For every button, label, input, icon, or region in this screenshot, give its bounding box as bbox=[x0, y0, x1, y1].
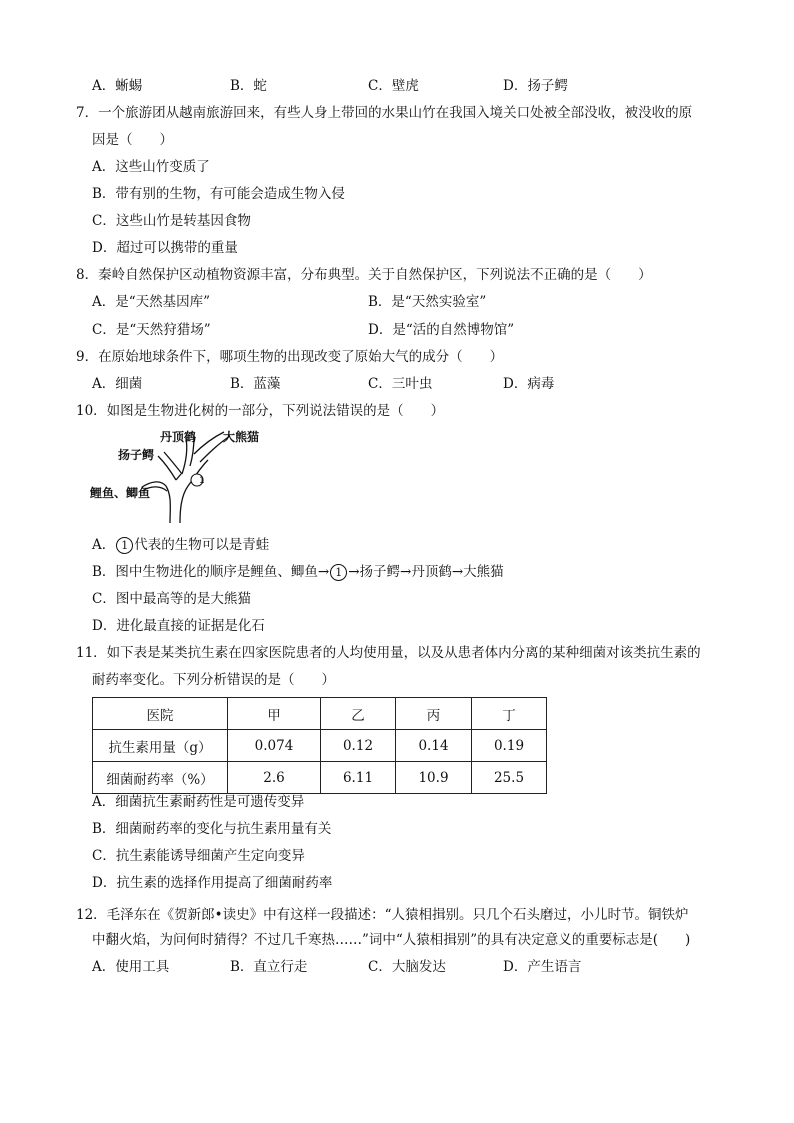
q10-option-a-prefix: A． bbox=[92, 537, 116, 553]
table-cell: 25.5 bbox=[472, 762, 547, 794]
q10-option-c: C．图中最高等的是大熊猫 bbox=[92, 591, 251, 607]
q12-stem-line2: 中翻火焰，为问何时猜得？不过几千寒热……”词中“人猿相揖别”的具有决定意义的重要标志是( ) bbox=[92, 932, 691, 948]
table-header-cell: 丁 bbox=[472, 698, 547, 730]
q7-stem-line2: 因是（ ） bbox=[92, 132, 173, 148]
q9-option-c: C．三叶虫 bbox=[368, 376, 433, 392]
q8-option-d: D．是“活的自然博物馆” bbox=[368, 322, 515, 338]
q10-option-a-text: 代表的生物可以是青蛙 bbox=[134, 537, 270, 553]
q9-option-b: B．蓝藻 bbox=[230, 376, 281, 392]
table-row bbox=[93, 730, 547, 762]
q11-option-b: B．细菌耐药率的变化与抗生素用量有关 bbox=[92, 821, 332, 837]
table-cell: 2.6 bbox=[228, 762, 321, 794]
table-cell: 0.19 bbox=[472, 730, 547, 762]
q10-option-b-text: →扬子鳄→丹顶鹤→大熊猫 bbox=[348, 564, 504, 580]
q7-option-b: B．带有别的生物，有可能会造成生物入侵 bbox=[92, 186, 345, 202]
table-header-cell: 医院 bbox=[93, 698, 228, 730]
table-cell: 抗生素用量（g） bbox=[93, 730, 228, 762]
q9-stem: 9．在原始地球条件下，哪项生物的出现改变了原始大气的成分（ ） bbox=[76, 349, 504, 365]
circled-one-marker: 1 bbox=[116, 537, 133, 554]
table-cell: 0.074 bbox=[228, 730, 321, 762]
q12-option-d: D．产生语言 bbox=[503, 959, 582, 975]
q11-option-a: A．细菌抗生素耐药性是可遗传变异 bbox=[92, 794, 305, 810]
q6-option-a: A．蜥蜴 bbox=[92, 78, 143, 94]
q12-stem-line1: 12．毛泽东在《贺新郎•读史》中有这样一段描述：“人猿相揖别。只几个石头磨过，小儿时节。铜铁炉 bbox=[76, 907, 689, 923]
table-row bbox=[93, 762, 547, 794]
q7-option-c: C．这些山竹是转基因食物 bbox=[92, 213, 251, 229]
q7-option-a: A．这些山竹变质了 bbox=[92, 159, 210, 175]
q10-stem: 10．如图是生物进化树的一部分，下列说法错误的是（ ） bbox=[76, 403, 445, 419]
table-header-cell: 乙 bbox=[321, 698, 396, 730]
q12-option-b: B．直立行走 bbox=[230, 959, 308, 975]
q12-option-c: C．大脑发达 bbox=[368, 959, 446, 975]
q11-stem-line1: 11．如下表是某类抗生素在四家医院患者的人均使用量，以及从患者体内分离的某种细菌对该类抗生素的 bbox=[76, 645, 701, 661]
figure-marker-1: 1 bbox=[199, 476, 205, 486]
table-header-row bbox=[93, 698, 547, 730]
q8-stem: 8．秦岭自然保护区动植物资源丰富，分布典型。关于自然保护区，下列说法不正确的是（ ） bbox=[76, 267, 652, 283]
q7-stem-line1: 7．一个旅游团从越南旅游回来，有些人身上带回的水果山竹在我国入境关口处被全部没收，被没收的原 bbox=[76, 105, 693, 121]
circled-one-marker: 1 bbox=[330, 564, 347, 581]
q6-option-c: C．壁虎 bbox=[368, 78, 419, 94]
q9-option-d: D．病毒 bbox=[503, 376, 555, 392]
table-cell: 6.11 bbox=[321, 762, 396, 794]
figure-label-panda: 大熊猫 bbox=[223, 430, 260, 444]
table-header-cell: 丙 bbox=[396, 698, 472, 730]
table-cell: 0.12 bbox=[321, 730, 396, 762]
q6-option-d: D．扬子鳄 bbox=[503, 78, 568, 94]
q9-option-a: A．细菌 bbox=[92, 376, 143, 392]
q7-option-d: D．超过可以携带的重量 bbox=[92, 240, 238, 256]
q10-option-b-prefix: B．图中生物进化的顺序是鲤鱼、鲫鱼→ bbox=[92, 564, 330, 580]
table-cell: 10.9 bbox=[396, 762, 472, 794]
table-cell: 0.14 bbox=[396, 730, 472, 762]
q8-option-a: A．是“天然基因库” bbox=[92, 294, 211, 310]
table-header-cell: 甲 bbox=[228, 698, 321, 730]
q11-option-d: D．抗生素的选择作用提高了细菌耐药率 bbox=[92, 875, 333, 891]
q12-option-a: A．使用工具 bbox=[92, 959, 170, 975]
antibiotic-table bbox=[92, 697, 547, 794]
table-cell: 细菌耐药率（%） bbox=[93, 762, 228, 794]
q10-option-d: D．进化最直接的证据是化石 bbox=[92, 618, 265, 634]
q10-option-a bbox=[92, 535, 269, 555]
q11-option-c: C．抗生素能诱导细菌产生定向变异 bbox=[92, 848, 305, 864]
figure-label-alligator: 扬子鳄 bbox=[118, 448, 155, 462]
q11-stem-line2: 耐药率变化。下列分析错误的是（ ） bbox=[92, 672, 335, 688]
q10-option-b bbox=[92, 562, 504, 582]
figure-label-crane: 丹顶鹤 bbox=[160, 430, 197, 444]
q6-option-b: B．蛇 bbox=[230, 78, 267, 94]
evolution-tree-figure bbox=[90, 424, 270, 524]
q8-option-b: B．是“天然实验室” bbox=[368, 294, 487, 310]
q8-option-c: C．是“天然狩猎场” bbox=[92, 322, 211, 338]
figure-label-fish: 鲤鱼、鲫鱼 bbox=[90, 486, 151, 500]
